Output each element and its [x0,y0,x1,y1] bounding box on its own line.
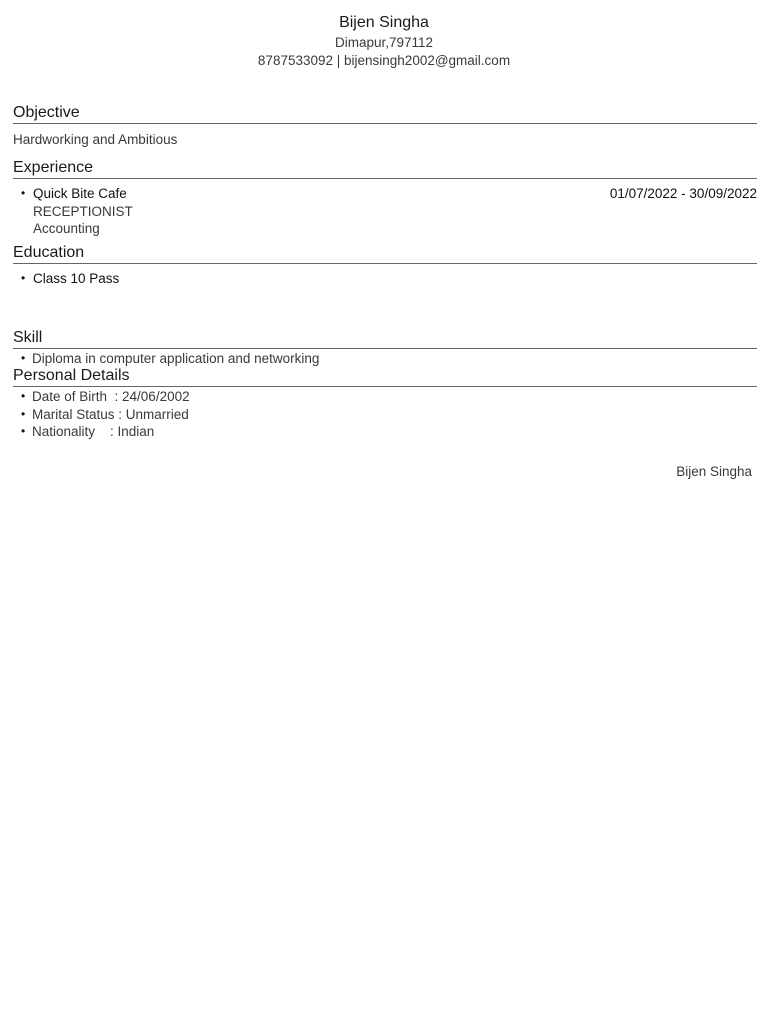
bullet-icon: • [21,351,26,365]
experience-title: Experience [13,158,757,179]
personal-marital-status: Marital Status : Unmarried [32,406,189,422]
experience-section [13,158,757,237]
objective-title: Objective [13,103,757,124]
bullet-icon: • [21,271,26,285]
skill-title: Skill [13,328,757,349]
candidate-contact: 8787533092 | bijensingh2002@gmail.com [257,53,511,68]
bullet-icon: • [21,424,26,438]
personal-dob: Date of Birth : 24/06/2002 [32,389,190,404]
education-title: Education [13,243,757,264]
candidate-name: Bijen Singha [339,14,429,31]
experience-role: RECEPTIONIST [33,204,133,219]
list-item [13,406,757,424]
resume-header [0,12,768,70]
personal-list [13,388,757,441]
experience-company: Quick Bite Cafe [33,186,127,201]
personal-nationality: Nationality : Indian [32,424,155,439]
education-entry [13,270,757,288]
skill-section [13,328,757,368]
objective-section [13,103,757,149]
objective-text: Hardworking and Ambitious [13,132,178,147]
list-item [13,350,757,368]
list-item [13,423,757,441]
bullet-icon: • [21,389,26,403]
bullet-icon: • [21,406,26,421]
skill-item: Diploma in computer application and networking [32,351,320,366]
skill-list [13,350,757,368]
signature-name: Bijen Singha [676,464,752,479]
experience-dates: 01/07/2022 - 30/09/2022 [609,186,757,201]
education-section [13,243,757,288]
personal-title: Personal Details [13,366,757,387]
bullet-icon: • [21,186,26,200]
education-label: Class 10 Pass [33,271,120,286]
experience-detail: Accounting [33,221,100,236]
personal-section [13,366,757,441]
candidate-address: Dimapur,797112 [334,35,434,50]
list-item [13,388,757,406]
experience-entry [13,185,757,237]
